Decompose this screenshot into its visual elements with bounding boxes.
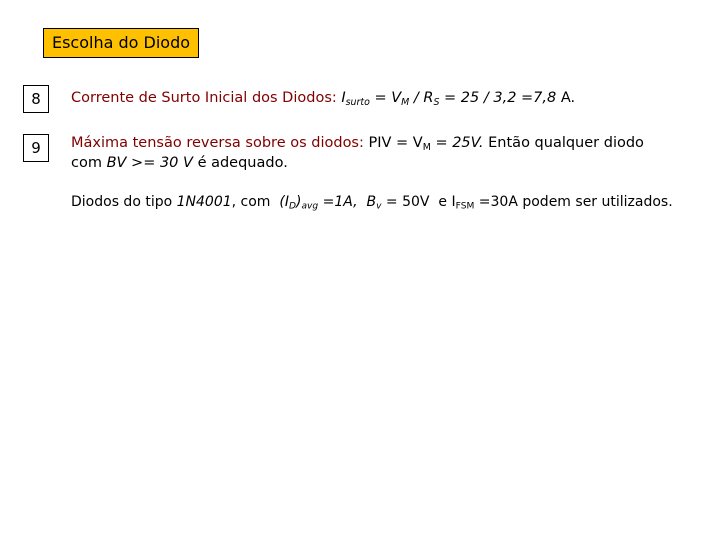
breakdown-voltage: $B_v$ <box>366 194 382 212</box>
page-title: Escolha do Diodo <box>43 28 199 58</box>
item-8-label: Corrente de Surto Inicial dos Diodos: <box>71 90 337 106</box>
item-8-unit: A. <box>560 90 576 106</box>
surge-current: $I_{FSM} =30A$ podem ser utilizados. <box>451 194 673 212</box>
avg-current: $(I_D)_{avg} =1A$, <box>279 194 358 212</box>
item-9-line-2: com BV >= 30 V é adequado. <box>71 155 288 171</box>
item-9-bv-formula: BV >= 30 V <box>106 155 193 171</box>
item-number-9: 9 <box>23 134 49 162</box>
item-9-continuation: Então qualquer diodo <box>488 135 644 151</box>
item-number-8: 8 <box>23 85 49 113</box>
item-8-formula: $I_{surto} = V_M / R_S = 25 / 3,2 =7,8$ <box>341 90 557 108</box>
diode-model: 1N4001 <box>176 194 232 210</box>
item-9-label: Máxima tensão reversa sobre os diodos: <box>71 135 364 151</box>
item-9-piv: PIV = $V_M = 25V$. <box>368 135 484 153</box>
conclusion-text: Diodos do tipo 1N4001, com $(I_D)_{avg} =1A$, $B_v = 50V$ e $I_{FSM} =30A$ podem ser utilizados. <box>71 194 673 212</box>
item-8-text <box>71 88 575 108</box>
item-9-line-1 <box>71 133 644 153</box>
